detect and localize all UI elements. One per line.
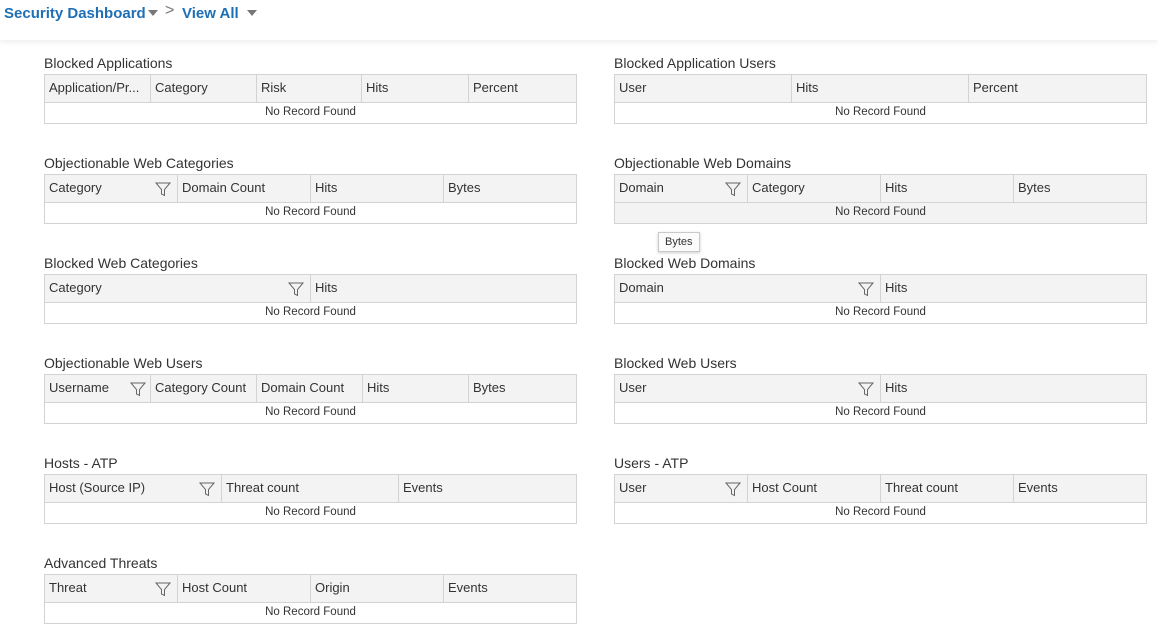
column-header-label: Category [49,180,102,195]
column-header-label: User [619,480,647,495]
panel-title: Hosts - ATP [44,455,118,471]
column-header-threat-count[interactable]: Threat count [222,475,399,502]
column-header-hits[interactable]: Hits [363,375,469,402]
empty-row-message: No Record Found [615,303,1146,323]
data-grid [44,174,577,224]
empty-row-message: No Record Found [45,403,576,423]
filter-icon[interactable] [155,581,171,597]
column-header-threat-count[interactable]: Threat count [881,475,1014,502]
panel-title: Objectionable Web Users [44,355,203,371]
column-header-user[interactable]: User [615,75,792,102]
breadcrumb-separator: > [165,2,175,19]
empty-row-message: No Record Found [45,603,576,623]
grid-header [45,475,576,503]
grid-header [45,175,576,203]
column-header-hits[interactable]: Hits [885,380,908,395]
filter-icon[interactable] [199,481,215,497]
empty-row-message: No Record Found [615,503,1146,523]
empty-row-message: No Record Found [615,403,1146,423]
panel-title: Advanced Threats [44,555,158,571]
panel-title: Users - ATP [614,455,689,471]
column-header-label: Category [49,280,102,295]
empty-row-message: No Record Found [615,203,1146,223]
column-header-bytes[interactable]: Bytes [473,380,506,395]
column-header-domain[interactable] [615,175,748,202]
panel-title: Blocked Web Domains [614,255,756,271]
panel-title: Objectionable Web Domains [614,155,792,171]
column-header-events[interactable]: Events [1018,480,1058,495]
column-header-domain-count[interactable]: Domain Count [178,175,311,202]
column-header-label: Username [49,380,109,395]
panel-title: Blocked Application Users [614,55,776,71]
column-header-host-count[interactable]: Host Count [178,575,311,602]
grid-header [45,75,576,103]
column-header-hits[interactable]: Hits [315,280,338,295]
grid-header [45,575,576,603]
data-grid [44,474,577,524]
panel-users-atp [614,454,1147,524]
column-header-domain-count[interactable]: Domain Count [257,375,363,402]
column-header-label: Threat [49,580,87,595]
grid-header [615,175,1146,203]
column-header-label: Host (Source IP) [49,480,146,495]
filter-icon[interactable] [858,381,874,397]
column-header-host-source-ip[interactable] [45,475,222,502]
column-header-bytes[interactable]: Bytes [1018,180,1051,195]
grid-header [45,375,576,403]
panel-title: Blocked Applications [44,55,173,71]
panel-title: Blocked Web Categories [44,255,198,271]
column-header-category[interactable] [45,275,311,302]
column-header-host-count[interactable]: Host Count [748,475,881,502]
filter-icon[interactable] [155,181,171,197]
data-grid [614,474,1147,524]
data-grid [44,274,577,324]
grid-header [615,75,1146,103]
column-header-label: Domain [619,280,664,295]
breadcrumb-dashboard-link[interactable]: Security Dashboard [4,5,146,22]
column-header-events[interactable]: Events [403,480,443,495]
data-grid [44,74,577,124]
column-header-username[interactable] [45,375,151,402]
grid-header [615,375,1146,403]
empty-row-message: No Record Found [45,503,576,523]
data-grid [614,274,1147,324]
data-grid [44,574,577,624]
breadcrumb-bar [0,0,1158,40]
filter-icon[interactable] [130,381,146,397]
panel-objectionable-web-categories [44,154,577,224]
panel-objectionable-web-domains [614,154,1147,224]
column-header-user[interactable] [615,475,748,502]
column-tooltip: Bytes [658,232,700,252]
column-header-hits[interactable]: Hits [792,75,969,102]
column-header-label: User [619,380,647,395]
panel-title: Objectionable Web Categories [44,155,234,171]
column-header-category[interactable]: Category [748,175,881,202]
column-header-domain[interactable] [615,275,881,302]
breadcrumb-view-all-link[interactable]: View All [182,5,239,22]
column-header-category-count[interactable]: Category Count [151,375,257,402]
column-header-origin[interactable]: Origin [311,575,444,602]
data-grid [614,74,1147,124]
panel-blocked-web-categories [44,254,577,324]
panel-blocked-web-domains [614,254,1147,324]
filter-icon[interactable] [288,281,304,297]
data-grid [614,174,1147,224]
column-header-hits[interactable]: Hits [881,175,1014,202]
grid-header [45,275,576,303]
column-header-hits[interactable]: Hits [362,75,469,102]
panel-blocked-applications [44,54,577,124]
empty-row-message: No Record Found [45,303,576,323]
view-dropdown-chevron-icon[interactable] [247,10,257,16]
empty-row-message: No Record Found [45,103,576,123]
filter-icon[interactable] [725,481,741,497]
column-header-label: Domain [619,180,664,195]
data-grid [614,374,1147,424]
empty-row-message: No Record Found [45,203,576,223]
column-header-hits[interactable]: Hits [885,280,908,295]
filter-icon[interactable] [725,181,741,197]
grid-header [615,275,1146,303]
column-header-bytes[interactable]: Bytes [448,180,481,195]
panel-blocked-application-users [614,54,1147,124]
panel-title: Blocked Web Users [614,355,737,371]
panel-advanced-threats [44,554,577,624]
column-header-events[interactable]: Events [448,580,488,595]
filter-icon[interactable] [858,281,874,297]
column-header-application[interactable]: Application/Pr... [45,75,151,102]
data-grid [44,374,577,424]
column-header-percent[interactable]: Percent [973,80,1018,95]
panel-hosts-atp [44,454,577,524]
empty-row-message: No Record Found [615,103,1146,123]
column-header-threat[interactable] [45,575,178,602]
column-header-category[interactable]: Category [151,75,257,102]
column-header-hits[interactable]: Hits [311,175,444,202]
grid-header [615,475,1146,503]
column-header-percent[interactable]: Percent [473,80,518,95]
column-header-category[interactable] [45,175,178,202]
panel-blocked-web-users [614,354,1147,424]
dashboard-dropdown-chevron-icon[interactable] [148,10,158,16]
column-header-user[interactable] [615,375,881,402]
panel-objectionable-web-users [44,354,577,424]
column-header-risk[interactable]: Risk [257,75,362,102]
